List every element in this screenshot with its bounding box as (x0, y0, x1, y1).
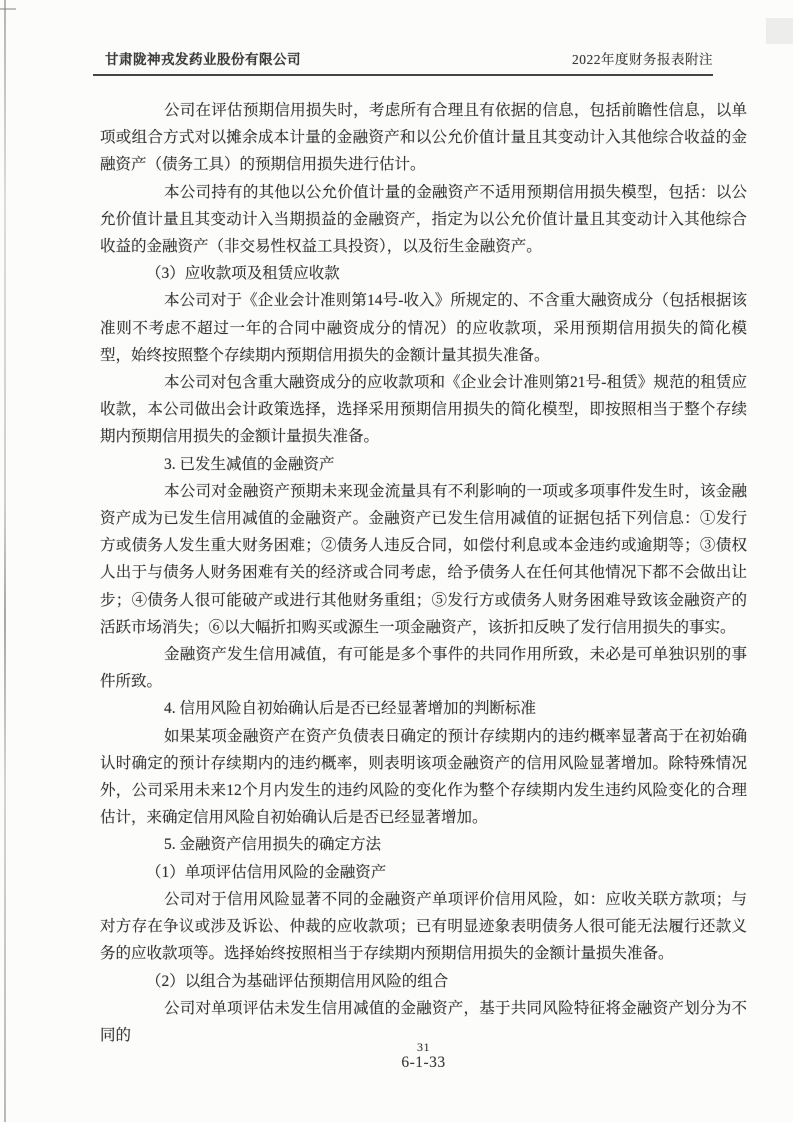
scan-artifact-left-edge-line (4, 0, 6, 1122)
paragraph: 本公司对于《企业会计准则第14号-收入》所规定的、不含重大融资成分（包括根据该准则不考虑不超过一年的合同中融资成分的情况）的应收款项，采用预期信用损失的简化模型，始终按照整个存续期内预期信用损失的金额计量其损失准备。 (100, 292, 747, 364)
document-body (100, 97, 747, 1049)
company-name: 甘肃陇神戎发药业股份有限公司 (105, 52, 301, 67)
paragraph: 公司在评估预期信用损失时，考虑所有合理且有依据的信息，包括前瞻性信息，以单项或组合方式对以摊余成本计量的金融资产和以公允价值计量且其变动计入其他综合收益的金融资产（债务工具）的预期信用损失进行估计。 (100, 102, 747, 174)
paragraph: 如果某项金融资产在资产负债表日确定的预计存续期内的违约概率显著高于在初始确认时确定的预计存续期内的违约概率，则表明该项金融资产的信用风险显著增加。除特殊情况外，公司采用未来12个月内发生的违约风险的变化作为整个存续期内发生违约风险变化的合理估计，来确定信用风险自初始确认后是否已经显著增加。 (100, 727, 747, 827)
scan-artifact-top-right-smudge (766, 18, 793, 44)
paragraph: 公司对于信用风险显著不同的金融资产单项评价信用风险，如：应收关联方款项；与对方存在争议或涉及诉讼、仲裁的应收款项；已有明显迹象表明债务人很可能无法履行还款义务的应收款项等。选择始终按照相当于存续期内预期信用损失的金额计量损失准备。 (100, 890, 747, 963)
section-heading: 4. 信用风险自初始确认后是否已经显著增加的判断标准 (164, 700, 537, 718)
section-heading: （1）单项评估信用风险的金融资产 (146, 863, 387, 881)
paragraph: 金融资产发生信用减值，有可能是多个事件的共同作用所致，未必是可单独识别的事件所致。 (100, 646, 747, 691)
paragraph: 本公司对包含重大融资成分的应收款项和《企业会计准则第21号-租赁》规范的租赁应收款，本公司做出会计政策选择，选择采用预期信用损失的简化模型，即按照相当于整个存续期内预期信用损失的金额计量损失准备。 (100, 374, 747, 446)
section-heading: 3. 已发生减值的金融资产 (164, 455, 335, 473)
page-number: 31 (417, 1040, 430, 1054)
section-heading: （2）以组合为基础评估预期信用风险的组合 (146, 972, 449, 990)
paragraph: 公司对单项评估未发生信用减值的金融资产，基于共同风险特征将金融资产划分为不同的 (100, 999, 747, 1044)
paragraph: 本公司持有的其他以公允价值计量的金融资产不适用预期信用损失模型，包括：以公允价值计量且其变动计入当期损益的金融资产，指定为以公允价值计量且其变动计入其他综合收益的金融资产（非交易性权益工具投资），以及衍生金融资产。 (100, 183, 747, 256)
document-page-number: 6-1-33 (401, 1054, 446, 1071)
paragraph: 本公司对金融资产预期未来现金流量具有不利影响的一项或多项事件发生时，该金融资产成为已发生信用减值的金融资产。金融资产已发生信用减值的证据包括下列信息：①发行方或债务人发生重大财务困难；②债务人违反合同，如偿付利息或本金违约或逾期等；③债权人出于与债务人财务困难有关的经济或合同考虑，给予债务人在任何其他情况下都不会做出让步；④债务人很可能破产或进行其他财务重组；⑤发行方或债务人财务困难导致该金融资产的活跃市场消失；⑥以大幅折扣购买或源生一项金融资产，该折扣反映了发行信用损失的事实。 (100, 482, 747, 636)
section-heading: （3）应收款项及租赁应收款 (146, 265, 340, 283)
page-footer (100, 1040, 747, 1072)
scan-artifact-top-left-tick (0, 8, 16, 10)
page-header (93, 48, 713, 76)
section-heading: 5. 金融资产信用损失的确定方法 (164, 836, 382, 854)
document-title: 2022年度财务报表附注 (572, 52, 713, 67)
